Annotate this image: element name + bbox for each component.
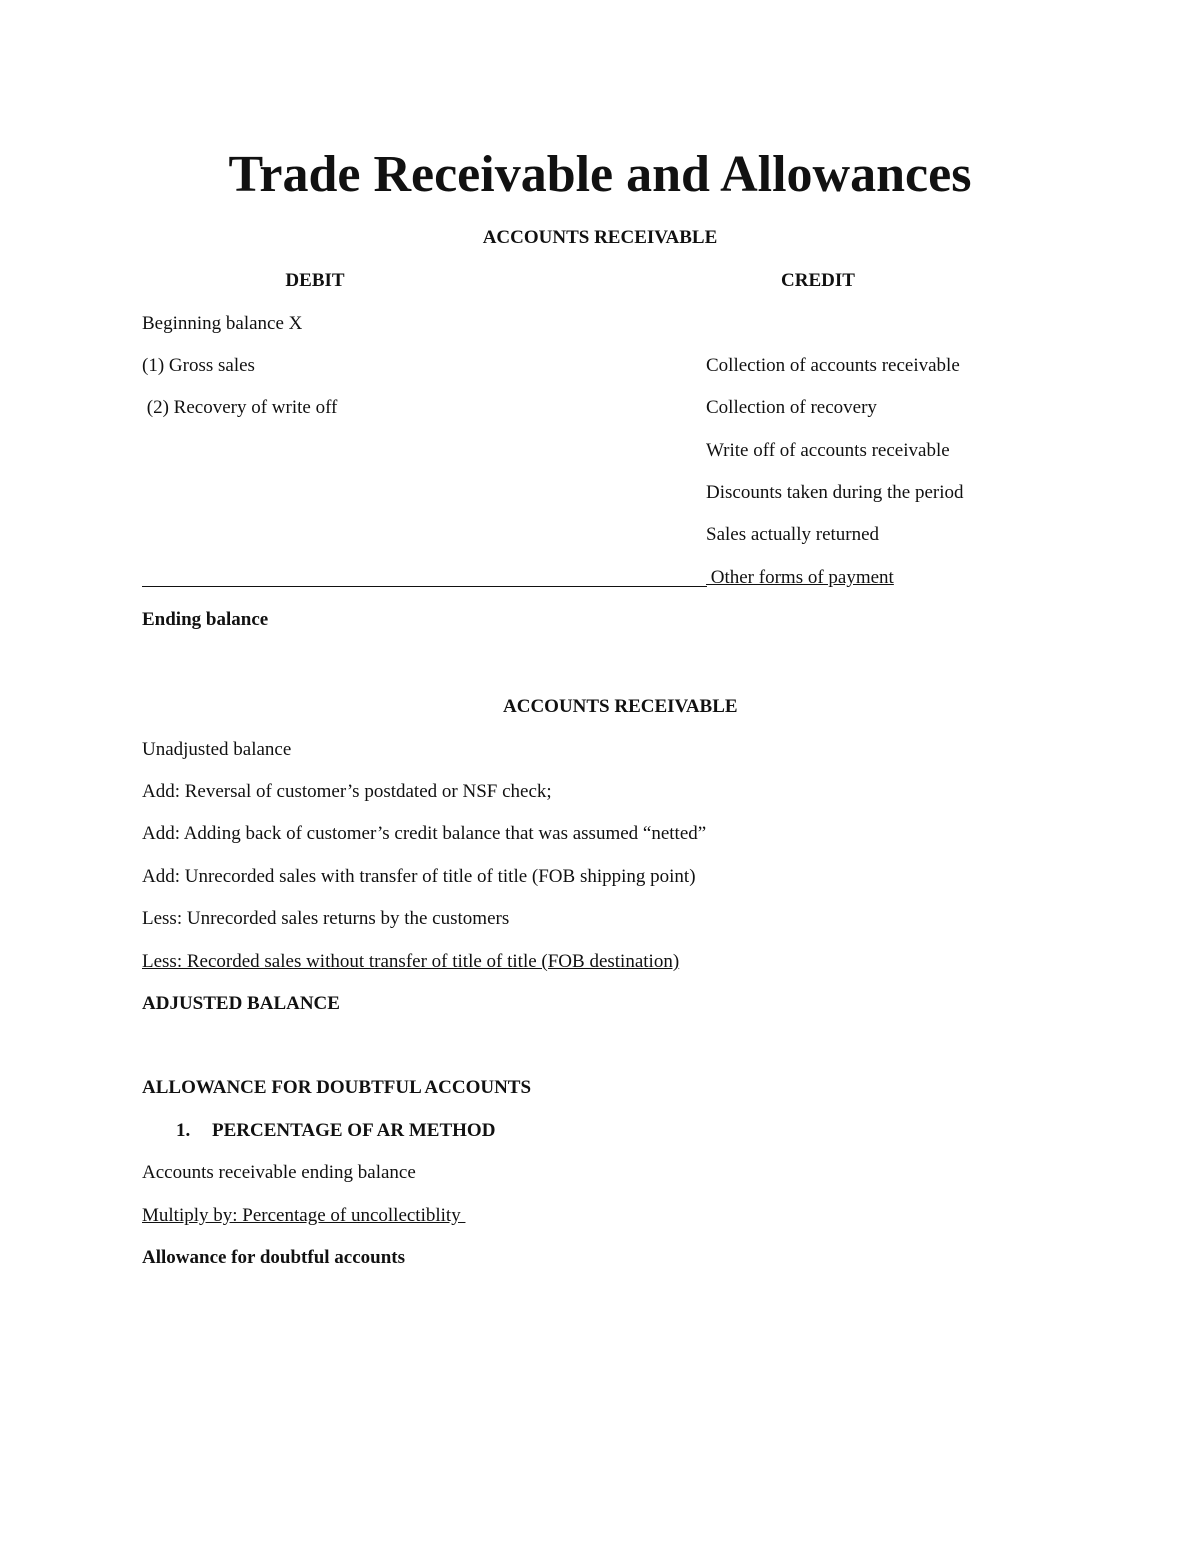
t-account-heading: ACCOUNTS RECEIVABLE [482,227,718,248]
reconciliation-line: Add: Adding back of customer’s credit balance that was assumed “netted” [142,823,707,844]
credit-item: Discounts taken during the period [706,482,964,503]
debit-header: DEBIT [285,270,345,291]
reconciliation-line: Add: Reversal of customer’s postdated or NSF check; [142,781,552,802]
adjusted-balance-label: ADJUSTED BALANCE [142,993,340,1014]
allowance-total-label: Allowance for doubtful accounts [142,1247,406,1268]
reconciliation-line: Add: Unrecorded sales with transfer of title of title (FOB shipping point) [142,866,696,887]
credit-item: Other forms of payment [706,567,894,588]
credit-item: Sales actually returned [706,524,880,545]
reconciliation-heading: ACCOUNTS RECEIVABLE [503,696,738,717]
reconciliation-line: Less: Recorded sales without transfer of title of title (FOB destination) [142,951,680,972]
allowance-heading: ALLOWANCE FOR DOUBTFUL ACCOUNTS [142,1077,532,1098]
debit-item: Beginning balance X [142,313,303,334]
debit-item: (1) Gross sales [142,355,255,376]
credit-item: Write off of accounts receivable [706,440,950,461]
credit-item: Collection of recovery [706,397,877,418]
reconciliation-line: Less: Unrecorded sales returns by the customers [142,908,510,929]
method-label: PERCENTAGE OF AR METHOD [212,1120,496,1141]
debit-item: (2) Recovery of write off [142,397,338,418]
credit-header: CREDIT [781,270,855,291]
credit-item: Collection of accounts receivable [706,355,960,376]
ending-balance-label: Ending balance [142,609,269,630]
allowance-line: Accounts receivable ending balance [142,1162,416,1183]
method-number: 1. [176,1120,191,1141]
total-rule [142,586,707,587]
page-title: Trade Receivable and Allowances [228,146,972,203]
reconciliation-line: Unadjusted balance [142,739,292,760]
allowance-line: Multiply by: Percentage of uncollectiblity [142,1205,466,1226]
